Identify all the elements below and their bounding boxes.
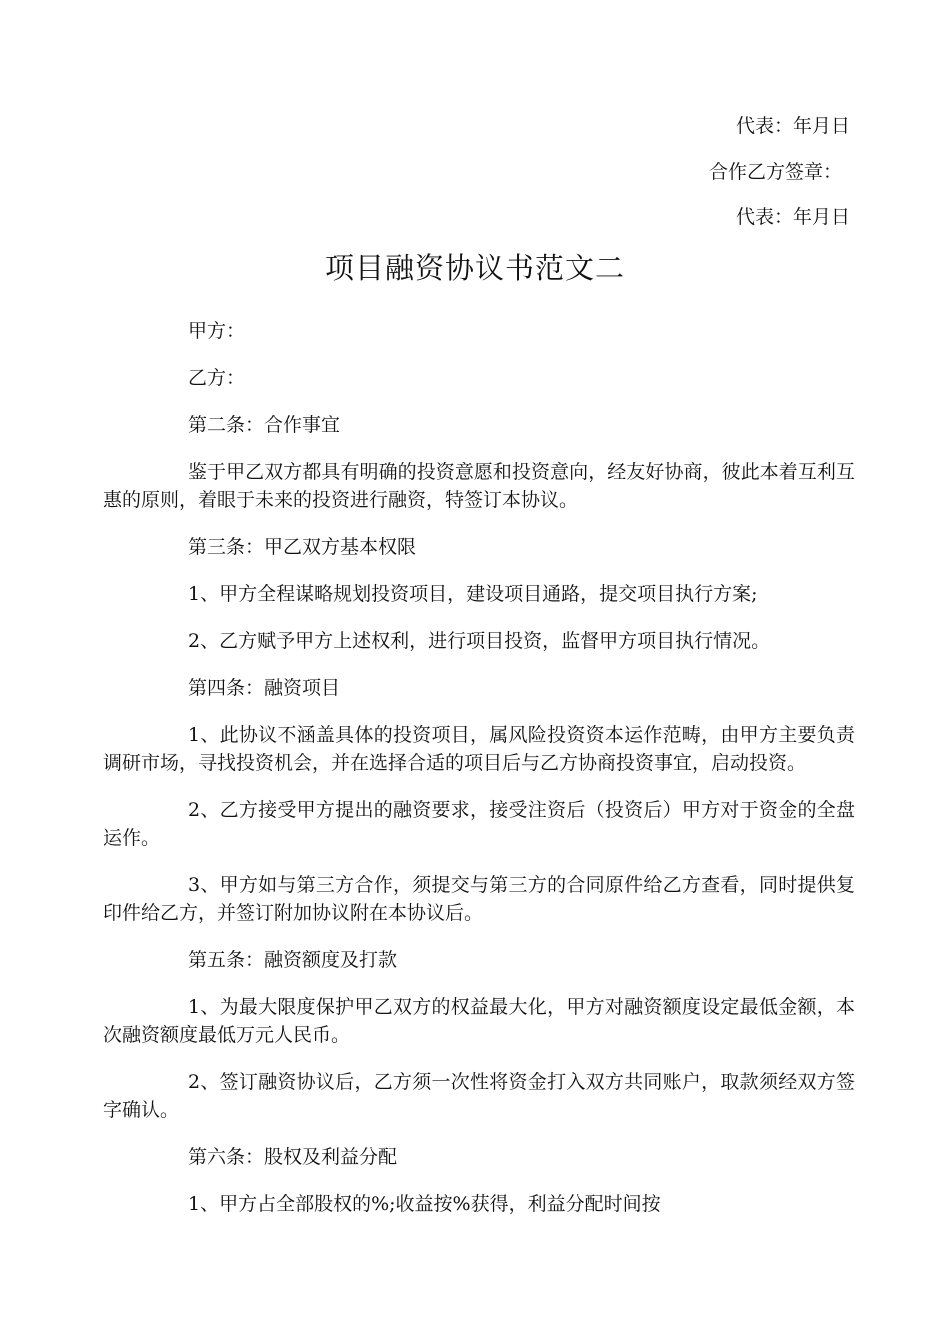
paragraph: 1、甲方占全部股权的%;收益按%获得，利益分配时间按 [188,1193,661,1215]
signature-party-b-seal: 合作乙方签章： [708,161,842,183]
paragraph: 2、签订融资协议后，乙方须一次性将资金打入双方共同账户，取款须经双方签字确认。 [103,1071,855,1121]
paragraph: 1、为最大限度保护甲乙双方的权益最大化，甲方对融资额度设定最低金额，本次融资额度最低万元人民币。 [103,996,855,1046]
paragraph: 3、甲方如与第三方合作，须提交与第三方的合同原件给乙方查看，同时提供复印件给乙方，并签订附加协议附在本协议后。 [103,874,855,924]
signature-representative-date-2: 代表：年月日 [735,206,850,228]
paragraph: 1、甲方全程谋略规划投资项目，建设项目通路，提交项目执行方案; [188,583,758,605]
article-heading: 第六条：股权及利益分配 [188,1146,398,1168]
document-body [103,317,855,1237]
party-b-line: 乙方： [188,367,246,389]
document-title: 项目融资协议书范文二 [324,251,625,285]
paragraph: 1、此协议不涵盖具体的投资项目，属风险投资资本运作范畴，由甲方主要负责调研市场，寻找投资机会，并在选择合适的项目后与乙方协商投资事宜，启动投资。 [103,724,855,774]
article-heading: 第二条：合作事宜 [188,414,341,436]
paragraph: 2、乙方赋予甲方上述权利，进行项目投资，监督甲方项目执行情况。 [188,630,771,652]
party-a-line: 甲方： [188,320,246,342]
signature-representative-date-1: 代表：年月日 [735,115,850,137]
article-heading: 第四条：融资项目 [188,677,341,699]
paragraph: 鉴于甲乙双方都具有明确的投资意愿和投资意向，经友好协商，彼此本着互利互惠的原则，着眼于未来的投资进行融资，特签订本协议。 [103,461,855,511]
article-heading: 第五条：融资额度及打款 [188,949,398,971]
paragraph: 2、乙方接受甲方提出的融资要求，接受注资后（投资后）甲方对于资金的全盘运作。 [103,799,855,849]
article-heading: 第三条：甲乙双方基本权限 [188,536,417,558]
